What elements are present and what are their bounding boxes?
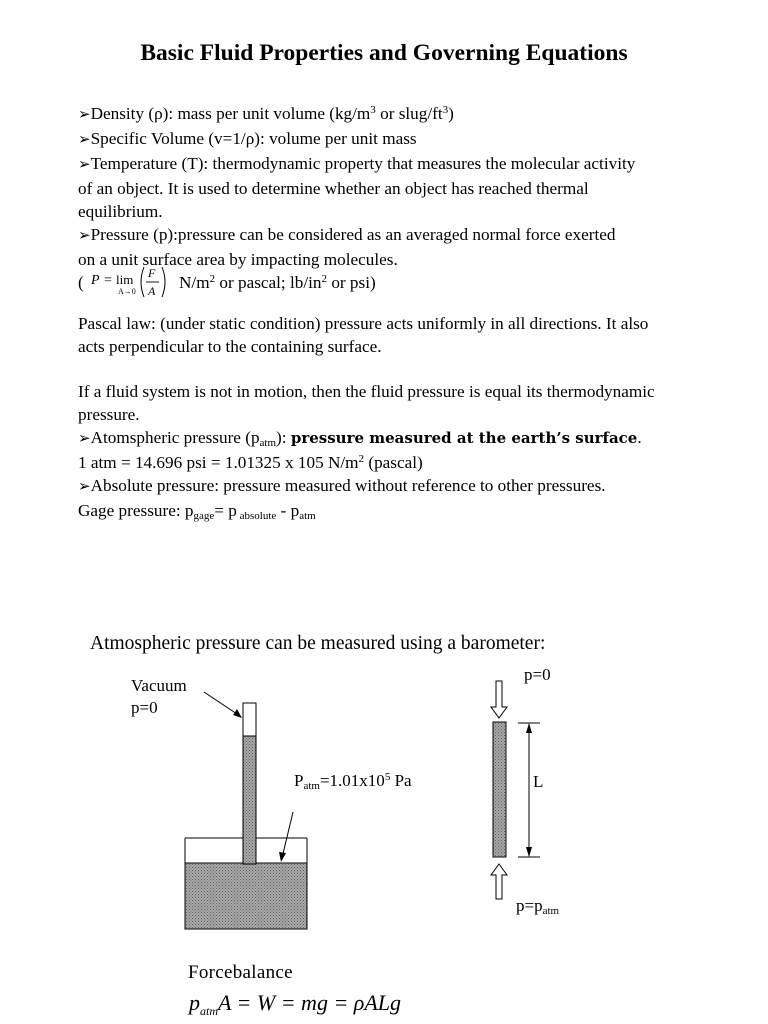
pascal-law-section: Pascal law: (under static condition) pressure acts uniformly in all directions. It also acts perpendicular to the containing surface.: [78, 314, 649, 356]
svg-text:A→0: A→0: [118, 287, 136, 296]
patm-pointer-arrow: [282, 812, 293, 858]
pressure-line-1: ➢Pressure (p):pressure can be considered as an averaged normal force exerted: [78, 225, 616, 244]
svg-text:P: P: [91, 273, 100, 288]
pressure-formula-line: ( P = lim A→0 F A $N/m^2$ or pascal; $lb/in^2$ or psi): [78, 271, 738, 301]
up-arrow-icon: [491, 864, 507, 899]
pressure-line-2: on a unit surface area by impacting molecules.: [78, 250, 398, 269]
mercury-reservoir: [185, 863, 307, 929]
bottom-pressure-label: $p=p_{atm}$: [516, 896, 560, 917]
bullet-arrow-icon: ➢: [78, 228, 91, 244]
pressure-limit-formula: [88, 259, 182, 305]
temperature-line-2: of an object. It is used to determine whether an object has reached thermal: [78, 179, 589, 198]
svg-text:F: F: [148, 266, 156, 280]
down-arrow-icon: [491, 681, 507, 718]
specific-volume-line: ➢Specific Volume (v=1/ρ): volume per unit mass: [78, 129, 417, 148]
vacuum-pointer-arrow: [204, 692, 240, 716]
page-title: Basic Fluid Properties and Governing Equations: [140, 40, 628, 66]
svg-text:lim: lim: [116, 272, 134, 287]
bullet-arrow-icon: ➢: [78, 479, 91, 495]
atm-equivalence-line: 1 atm = 14.696 psi = 1.01325 x 105 $N/m^2$ (pascal): [78, 453, 423, 472]
barometer-caption: Atmospheric pressure can be measured using a barometer:: [90, 633, 546, 654]
bullet-arrow-icon: ➢: [78, 132, 91, 148]
svg-text:A: A: [148, 284, 156, 298]
temperature-line-3: equilibrium.: [78, 202, 163, 221]
pressure-types-section: If a fluid system is not in motion, then the fluid pressure is equal its thermodynamic pressure. ➢Atomspheric pressure $(p_{atm})$: pressure measured at the earth’s surface. 1 atm = 14.696 psi = 1.01325 x 105 $N/m^2$ (pascal) ➢Absolute pressure: pressure measured without reference to other pressures. Gage pressure: $p_{gage}= p$ $_{absolute} - p_{atm}$: [78, 380, 738, 522]
tube-vacuum-space: [243, 703, 256, 736]
atmospheric-pressure-value: $P_{atm}=1.01x10^5$ Pa: [294, 771, 412, 792]
svg-text:=: =: [104, 273, 112, 288]
force-balance-equation: $p_{atm}A = W$ = mg = ρALg: [189, 990, 402, 1018]
bullet-arrow-icon: ➢: [78, 107, 91, 123]
bullet-arrow-icon: ➢: [78, 431, 91, 447]
mercury-column: [243, 736, 256, 864]
force-balance-title: Forcebalance: [188, 962, 293, 983]
gage-pressure-line: Gage pressure: $p_{gage}= p$ $_{absolute} - p_{atm}$: [78, 501, 316, 522]
absolute-pressure-line: ➢Absolute pressure: pressure measured without reference to other pressures.: [78, 476, 606, 495]
density-line: ➢Density (ρ): mass per unit volume ($kg/m^3$ or slug/$ft^3$): [78, 104, 454, 123]
fluid-column: [493, 722, 506, 857]
definitions-section: [78, 102, 738, 301]
top-pressure-label: p=0: [524, 665, 551, 684]
atmospheric-pressure-line: ➢Atomspheric pressure $(p_{atm})$: pressure measured at the earth’s surface.: [78, 428, 642, 449]
vacuum-label: Vacuum p=0: [131, 676, 187, 717]
temperature-line-1: ➢Temperature (T): thermodynamic property that measures the molecular activity: [78, 154, 636, 173]
bullet-arrow-icon: ➢: [78, 157, 91, 173]
length-label: L: [533, 772, 544, 791]
